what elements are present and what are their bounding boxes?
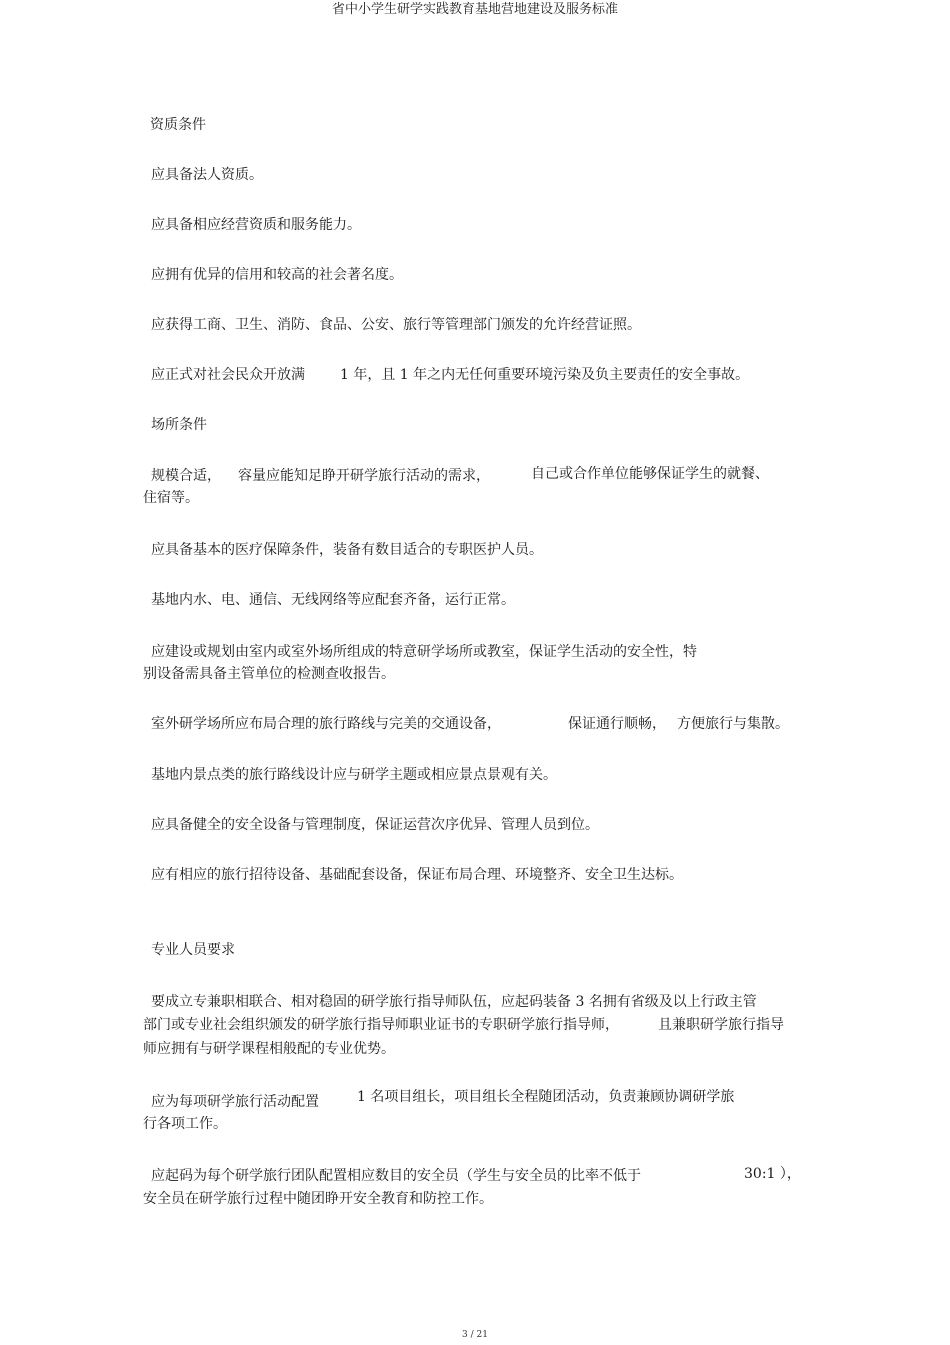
section-heading-venue: 场所条件 — [151, 417, 207, 433]
paragraph-part: 规模合适， — [151, 468, 221, 484]
paragraph-part: 保证通行顺畅， — [568, 716, 666, 732]
paragraph: 基地内景点类的旅行路线设计应与研学主题或相应景点景观有关。 — [151, 767, 557, 783]
paragraph-part: 且兼职研学旅行指导 — [658, 1017, 784, 1033]
paragraph-part: 室外研学场所应布局合理的旅行路线与完美的交通设备， — [151, 716, 501, 732]
paragraph-part: 1 年，且 1 年之内无任何重要环境污染及负主要责任的安全事故。 — [340, 367, 750, 383]
paragraph-part: 自己或合作单位能够保证学生的就餐、 — [531, 466, 769, 482]
paragraph-part: 部门或专业社会组织颁发的研学旅行指导师职业证书的专职研学旅行指导师， — [143, 1017, 619, 1033]
paragraph: 应有相应的旅行招待设备、基础配套设备，保证布局合理、环境整齐、安全卫生达标。 — [151, 867, 683, 883]
paragraph-part: 应建设或规划由室内或室外场所组成的特意研学场所或教室，保证学生活动的安全性，特 — [151, 644, 697, 660]
paragraph-part: 1 名项目组长，项目组长全程随团活动，负责兼顾协调研学旅 — [357, 1089, 735, 1105]
paragraph: 应拥有优异的信用和较高的社会著名度。 — [151, 267, 403, 283]
paragraph-part: 应为每项研学旅行活动配置 — [151, 1094, 319, 1110]
paragraph-part: 应起码为每个研学旅行团队配置相应数目的安全员（学生与安全员的比率不低于 — [151, 1168, 641, 1184]
paragraph-part: 住宿等。 — [143, 490, 199, 506]
paragraph: 基地内水、电、通信、无线网络等应配套齐备，运行正常。 — [151, 592, 515, 608]
paragraph: 应获得工商、卫生、消防、食品、公安、旅行等管理部门颁发的允许经营证照。 — [151, 317, 641, 333]
paragraph-part: 师应拥有与研学课程相般配的专业优势。 — [143, 1041, 395, 1057]
paragraph: 应具备基本的医疗保障条件，装备有数目适合的专职医护人员。 — [151, 542, 543, 558]
page-number: 3 / 21 — [462, 1330, 488, 1340]
paragraph-part: 30:1 ）， — [744, 1166, 801, 1182]
paragraph-part: 别设备需具备主管单位的检测查收报告。 — [143, 666, 395, 682]
paragraph-part: 行各项工作。 — [143, 1116, 227, 1132]
paragraph-part: 方便旅行与集散。 — [677, 716, 789, 732]
section-heading-staff: 专业人员要求 — [151, 942, 235, 958]
page-header: 省中小学生研学实践教育基地营地建设及服务标准 — [331, 2, 618, 17]
paragraph: 应具备相应经营资质和服务能力。 — [151, 217, 361, 233]
paragraph-part: 应正式对社会民众开放满 — [151, 367, 305, 383]
paragraph-part: 容量应能知足睁开研学旅行活动的需求， — [238, 468, 490, 484]
paragraph: 应具备健全的安全设备与管理制度，保证运营次序优异、管理人员到位。 — [151, 817, 599, 833]
paragraph-part: 要成立专兼职相联合、相对稳固的研学旅行指导师队伍，应起码装备 3 名拥有省级及以上行政主管 — [151, 994, 757, 1010]
paragraph-part: 安全员在研学旅行过程中随团睁开安全教育和防控工作。 — [143, 1191, 493, 1207]
section-heading-qualifications: 资质条件 — [150, 117, 206, 133]
paragraph: 应具备法人资质。 — [151, 167, 263, 183]
